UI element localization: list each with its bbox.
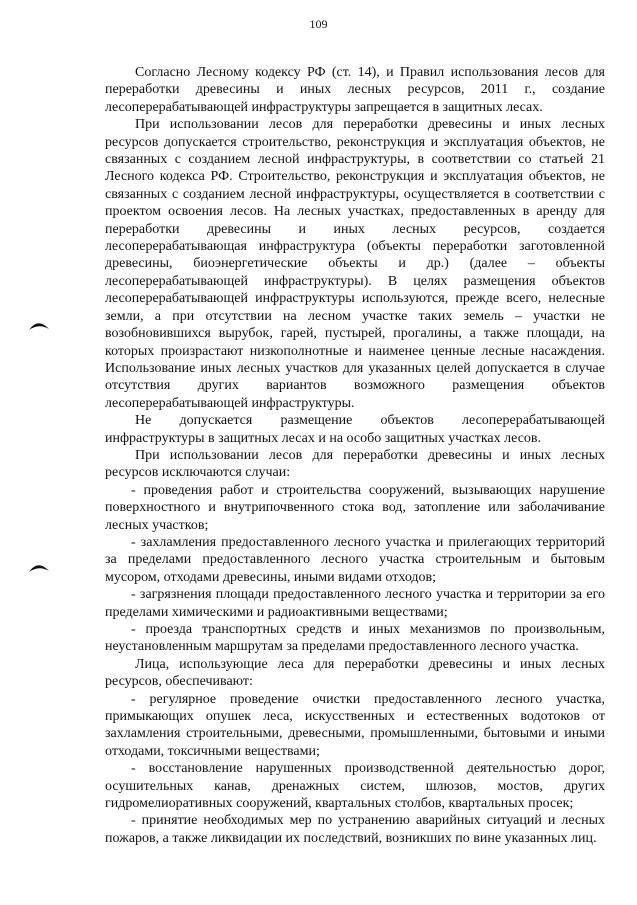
list-item: - проведения работ и строительства сооружений, вызывающих нарушение поверхностного и внутрипочвенного стока вод, затопление или заболачивание лесных участков; <box>105 482 605 533</box>
paragraph: При использовании лесов для переработки древесины и иных лесных ресурсов допускается строительство, реконструкция и эксплуатация объектов, не связанных с созданием лесной инфраструктуры, в соответствии со статьей 21 Лесного кодекса РФ. Строительство, реконструкция и эксплуатация объектов, не связанных с созданием лесной инфраструктуры, осуществляется в соответствии с проектом освоения лесов. На лесных участках, предоставленных в аренду для переработки древесины и иных лесных ресурсов, создается лесоперерабатывающая инфраструктура (объекты переработки заготовленной древесины, биоэнергетические объекты и др.) (далее – объекты лесоперерабатывающей инфраструктуры). В целях размещения объектов лесоперерабатывающей инфраструктуры используются, прежде всего, нелесные земли, а при отсутствии на лесном участке таких земель – участки не возобновившихся вырубок, гарей, пустырей, прогалины, а также площади, на которых произрастают низкополнотные и наименее ценные лесные насаждения. Использование иных лесных участков для указанных целей допускается в случае отсутствия других вариантов возможного размещения объектов лесоперерабатывающей инфраструктуры. <box>105 117 605 411</box>
binding-hole-mark-icon <box>28 319 50 331</box>
list-item: - проезда транспортных средств и иных механизмов по произвольным, неустановленным маршрутам за пределами предоставленного лесного участка. <box>105 622 605 655</box>
page-body <box>105 64 605 847</box>
list-item: - захламления предоставленного лесного участка и прилегающих территорий за пределами предоставленного лесного участка строительным и бытовым мусором, отходами древесины, иными видами отходов; <box>105 534 605 585</box>
binding-hole-mark-icon <box>28 561 50 573</box>
paragraph: При использовании лесов для переработки древесины и иных лесных ресурсов исключаются случаи: <box>105 447 605 481</box>
list-item: - восстановление нарушенных производственной деятельностью дорог, осушительных канав, дренажных систем, шлюзов, мостов, других гидромелиоративных сооружений, квартальных столбов, квартальных просек; <box>105 761 605 812</box>
paragraph: Согласно Лесному кодексу РФ (ст. 14), и Правил использования лесов для переработки древесины и иных лесных ресурсов, 2011 г., создание лесоперерабатывающей инфраструктуры запрещается в защитных лесах. <box>105 65 605 115</box>
list-item: - регулярное проведение очистки предоставленного лесного участка, примыкающих опушек леса, искусственных и естественных водотоков от захламления строительными, древесными, промышленными, бытовыми и иными отходами, токсичными веществами; <box>105 691 605 759</box>
paragraph: Лица, использующие леса для переработки древесины и иных лесных ресурсов, обеспечивают: <box>105 656 605 690</box>
page-number: 109 <box>309 17 328 31</box>
paragraph: Не допускается размещение объектов лесоперерабатывающей инфраструктуры в защитных лесах и на особо защитных участках лесов. <box>105 413 605 446</box>
list-item: - загрязнения площади предоставленного лесного участка и территории за его пределами химическими и радиоактивными веществами; <box>105 587 605 620</box>
list-item: - принятие необходимых мер по устранению аварийных ситуаций и лесных пожаров, а также ликвидации их последствий, возникших по вине указанных лиц. <box>105 813 605 846</box>
